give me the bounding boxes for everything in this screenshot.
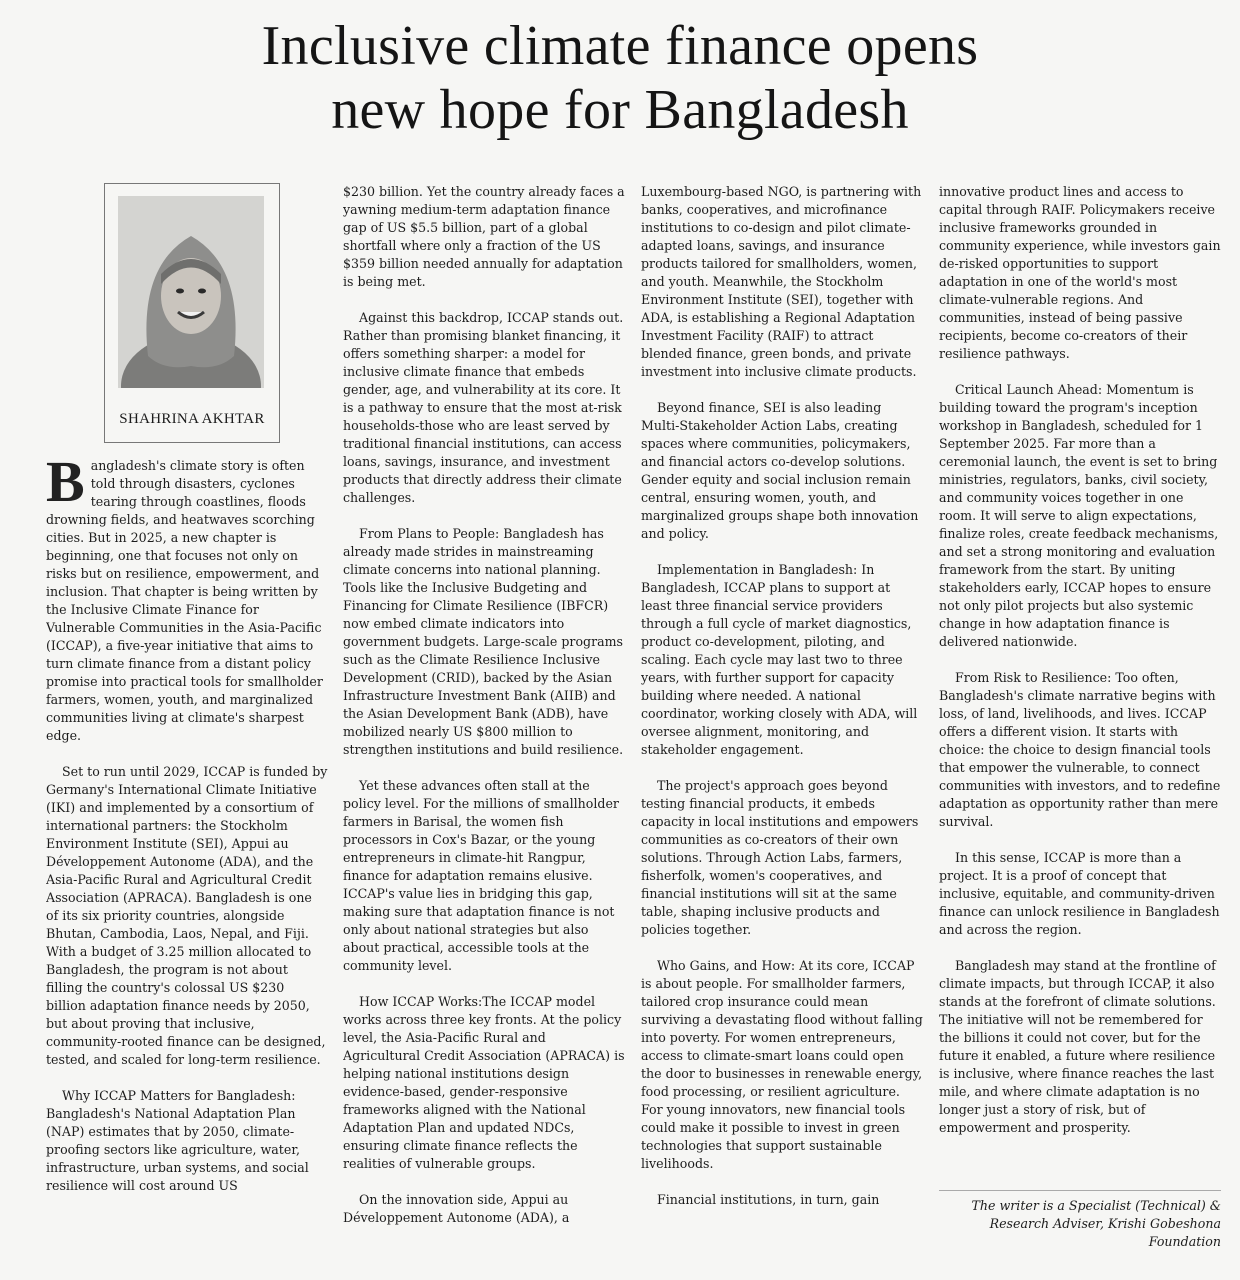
drop-cap: B xyxy=(46,449,85,514)
article-column-4 xyxy=(939,183,1221,1183)
author-byline: SHAHRINA AKHTAR xyxy=(119,411,265,427)
article-column-2 xyxy=(343,183,625,1263)
author-box xyxy=(104,183,280,443)
headline-line-1: Inclusive climate finance opens xyxy=(261,15,979,77)
paragraph: In this sense, ICCAP is more than a project. It is a proof of concept that inclusive, equitable, and community-driven finance can unlock resilience in Bangladesh and across the region. xyxy=(939,850,1220,937)
paragraph: innovative product lines and access to capital through RAIF. Policymakers receive inclusive frameworks grounded in community experience, while investors gain de-risked opportunities to support adaptation in one of the world's most climate-vulnerable regions. And communities, instead of being passive recipients, become co-creators of their resilience pathways. xyxy=(939,184,1221,361)
paragraph: Set to run until 2029, ICCAP is funded by Germany's International Climate Initiative (IKI) and implemented by a consortium of international partners: the Stockholm Environment Institute (SEI), Appui au Développement Autonome (ADA), and the Asia-Pacific Rural and Agricultural Credit Association (APRACA). Bangladesh is one of its six priority countries, alongside Bhutan, Cambodia, Laos, Nepal, and Fiji. With a budget of 3.25 million allocated to Bangladesh, the program is not about filling the country's colossal US $230 billion adaptation finance needs by 2050, but about proving that inclusive, community-rooted finance can be designed, tested, and scaled for long-term resilience. xyxy=(46,764,328,1067)
paragraph: Luxembourg-based NGO, is partnering with banks, cooperatives, and microfinance institutions to co-design and pilot climate-adapted loans, savings, and insurance products tailored for smallholders, women, and youth. Meanwhile, the Stockholm Environment Institute (SEI), together with ADA, is establishing a Regional Adaptation Investment Facility (RAIF) to attract blended finance, green bonds, and private investment into inclusive climate products. xyxy=(641,184,922,379)
paragraph: Critical Launch Ahead: Momentum is building toward the program's inception workshop in Bangladesh, scheduled for 1 September 2025. Far more than a ceremonial launch, the event is set to bring ministries, regulators, banks, civil society, and community voices together in one room. It will serve to align expectations, finalize roles, create feedback mechanisms, and set a strong monitoring and evaluation framework from the start. By uniting stakeholders early, ICCAP hopes to ensure not only pilot projects but also systemic change in how adaptation finance is delivered nationwide. xyxy=(939,382,1219,649)
article-column-3 xyxy=(641,183,923,1263)
author-credit: The writer is a Specialist (Technical) & Research Adviser, Krishi Gobeshona Foundation xyxy=(939,1190,1221,1251)
paragraph: Why ICCAP Matters for Bangladesh: Bangladesh's National Adaptation Plan (NAP) estimates that by 2050, climate-proofing sectors like agriculture, water, infrastructure, urban systems, and social resilience will cost around US xyxy=(46,1088,309,1193)
paragraph: The project's approach goes beyond testing financial products, it embeds capacity in local institutions and empowers communities as co-creators of their own solutions. Through Action Labs, farmers, fisherfolk, women's cooperatives, and financial institutions will sit at the same table, shaping inclusive products and policies together. xyxy=(641,778,919,937)
paragraph: From Plans to People: Bangladesh has already made strides in mainstreaming climate concerns into national planning. Tools like the Inclusive Budgeting and Financing for Climate Resilience (IBFCR) now embed climate indicators into government budgets. Large-scale programs such as the Climate Resilience Inclusive Development (CRID), backed by the Asian Infrastructure Investment Bank (AIIB) and the Asian Development Bank (ADB), have mobilized nearly US $800 million to strengthen institutions and build resilience. xyxy=(343,526,624,757)
paragraph: Who Gains, and How: At its core, ICCAP is about people. For smallholder farmers, tailored crop insurance could mean surviving a devastating flood without falling into poverty. For women entrepreneurs, access to climate-smart loans could open the door to businesses in renewable energy, food processing, or resilient agriculture. For young innovators, new financial tools could make it possible to invest in green technologies that support sustainable livelihoods. xyxy=(641,958,923,1171)
paragraph: Beyond finance, SEI is also leading Multi-Stakeholder Action Labs, creating spaces where communities, policymakers, and financial actors co-develop solutions. Gender equity and social inclusion remain central, ensuring women, youth, and marginalized groups shape both innovation and policy. xyxy=(641,400,919,541)
author-photo xyxy=(118,196,264,388)
paragraph: Yet these advances often stall at the policy level. For the millions of smallholder farmers in Barisal, the women fish processors in Cox's Bazar, or the young entrepreneurs in climate-hit Rangpur, finance for adaptation remains elusive. ICCAP's value lies in bridging this gap, making sure that adaptation finance is not only about national strategies but also about practical, accessible tools at the community level. xyxy=(343,778,619,973)
headline-line-2: new hope for Bangladesh xyxy=(331,79,909,141)
paragraph: Bangladesh may stand at the frontline of climate impacts, but through ICCAP, it also stands at the forefront of climate solutions. The initiative will not be remembered for the billions it could not cover, but for the future it enabled, a future where resilience is inclusive, where finance reaches the last mile, and where climate adaptation is no longer just a story of risk, but of empowerment and prosperity. xyxy=(939,958,1216,1135)
article-column-1 xyxy=(46,183,328,1263)
author-portrait-icon xyxy=(118,196,264,388)
paragraph: From Risk to Resilience: Too often, Bangladesh's climate narrative begins with loss, of land, livelihoods, and lives. ICCAP offers a different vision. It starts with choice: the choice to design financial tools that empower the vulnerable, to connect communities with investors, and to redefine adaptation as opportunity rather than mere survival. xyxy=(939,670,1221,829)
paragraph: $230 billion. Yet the country already faces a yawning medium-term adaptation finance gap of US $5.5 billion, part of a global shortfall where only a fraction of the US $359 billion needed annually for adaptation is being met. xyxy=(343,184,625,289)
paragraph: Bangladesh's climate story is often told through disasters, cyclones tearing through coastlines, floods drowning fields, and heatwaves scorching cities. But in 2025, a new chapter is beginning, one that focuses not only on risks but on resilience, empowerment, and inclusion. That chapter is being written by the Inclusive Climate Finance for Vulnerable Communities in the Asia-Pacific (ICCAP), a five-year initiative that aims to turn climate finance from a distant policy promise into practical tools for smallholder farmers, women, youth, and marginalized communities living at climate's sharpest edge. xyxy=(46,449,323,743)
paragraph: On the innovation side, Appui au Développement Autonome (ADA), a xyxy=(343,1192,570,1225)
paragraph: Financial institutions, in turn, gain xyxy=(657,1192,880,1207)
paragraph: How ICCAP Works:The ICCAP model works across three key fronts. At the policy level, the Asia-Pacific Rural and Agricultural Credit Association (APRACA) is helping national institutions design evidence-based, gender-responsive frameworks aligned with the National Adaptation Plan and updated NDCs, ensuring climate finance reflects the realities of vulnerable groups. xyxy=(343,994,625,1171)
paragraph: Implementation in Bangladesh: In Bangladesh, ICCAP plans to support at least three financial service providers through a full cycle of market diagnostics, product co-development, piloting, and scaling. Each cycle may last two to three years, with further support for capacity building where needed. A national coordinator, working closely with ADA, will oversee alignment, monitoring, and stakeholder engagement. xyxy=(641,562,918,757)
paragraph: Against this backdrop, ICCAP stands out. Rather than promising blanket financing, it offers something sharper: a model for inclusive climate finance that embeds gender, age, and vulnerability at its core. It is a pathway to ensure that the most at-risk households-those who are least served by traditional financial institutions, can access loans, savings, insurance, and investment products that directly address their climate challenges. xyxy=(343,310,624,505)
article-headline xyxy=(0,14,1240,142)
